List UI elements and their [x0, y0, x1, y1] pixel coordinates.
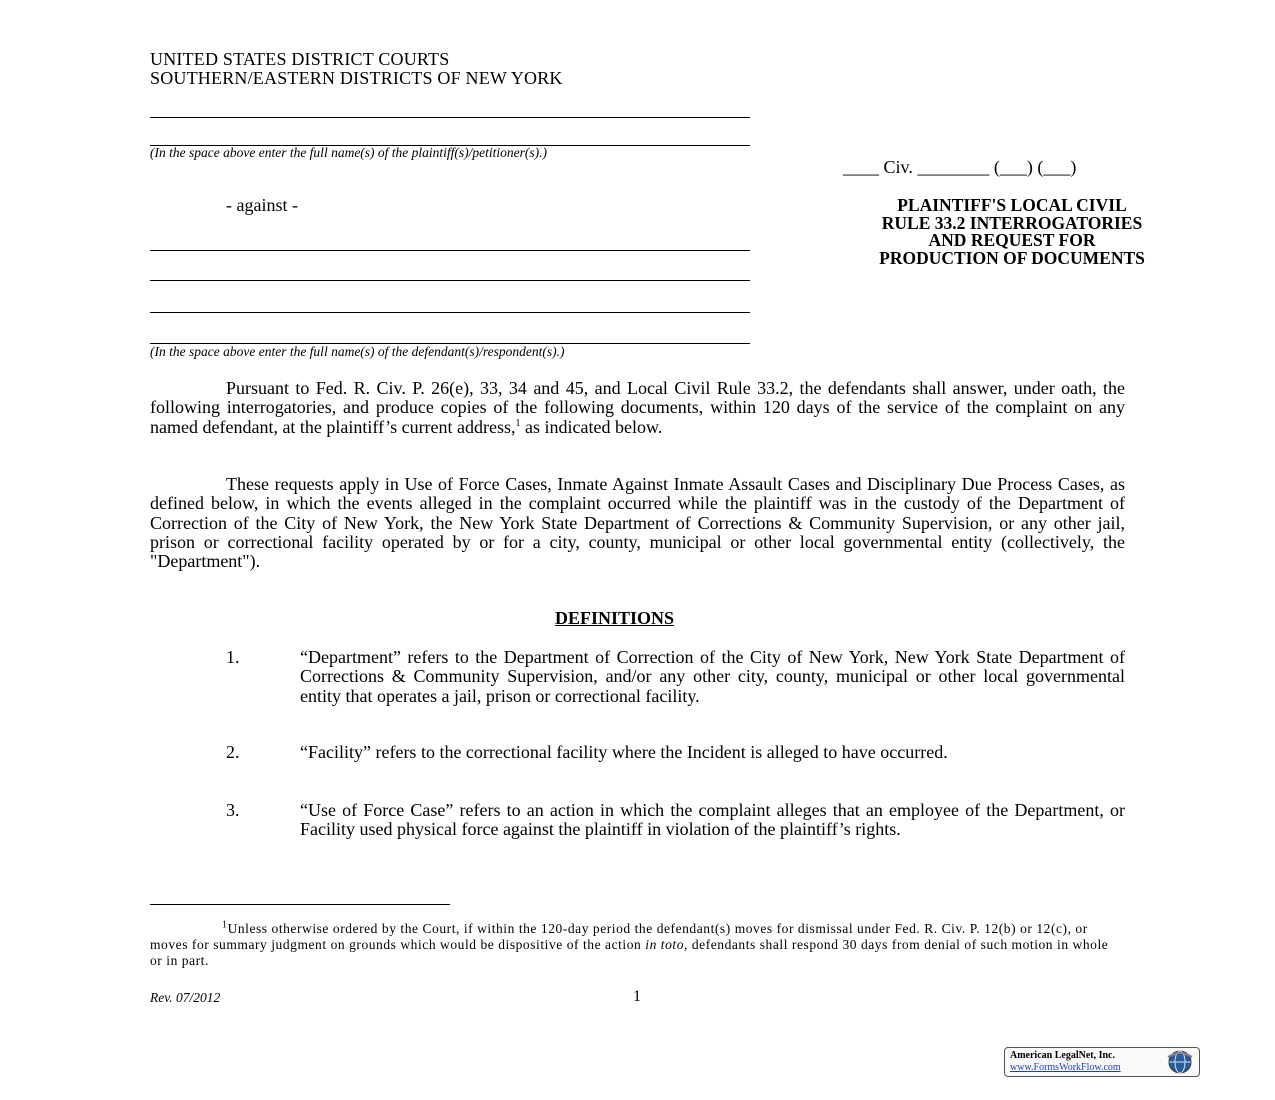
- definition-text: “Use of Force Case” refers to an action in which the complaint alleges that an employee of the Department, or Facility used physical force against the plaintiff in violation of the plaintiff’s rights.: [300, 800, 1125, 840]
- definition-number: 3.: [226, 800, 240, 820]
- revision-date: Rev. 07/2012: [150, 990, 221, 1005]
- plaintiff-name-line[interactable]: [150, 117, 750, 118]
- intro-text-tail: as indicated below.: [520, 416, 663, 437]
- court-header: [150, 50, 563, 88]
- publisher-link[interactable]: www.FormsWorkFlow.com: [1010, 1062, 1121, 1073]
- title-line: RULE 33.2 INTERROGATORIES: [881, 212, 1143, 233]
- court-districts: SOUTHERN/EASTERN DISTRICTS OF NEW YORK: [150, 68, 563, 88]
- defendant-name-line[interactable]: [150, 250, 750, 251]
- footnote-text-tail: , defendants shall respond 30 days from denial of such motion in whole or in part.: [150, 937, 1109, 968]
- definition-text: “Facility” refers to the correctional facility where the Incident is alleged to have occurred.: [300, 742, 948, 762]
- civ-case-number[interactable]: ____ Civ. ________ (___) (___): [843, 157, 1077, 177]
- publisher-name: American LegalNet, Inc.: [1010, 1050, 1115, 1061]
- page-number: 1: [633, 988, 641, 1005]
- footnote-reference: 1: [515, 417, 521, 429]
- title-line: PLAINTIFF'S LOCAL CIVIL: [897, 195, 1127, 215]
- defendant-hint: (In the space above enter the full name(s) of the defendant(s)/respondent(s).): [150, 344, 565, 359]
- title-line: AND REQUEST FOR: [928, 230, 1096, 250]
- court-name: UNITED STATES DISTRICT COURTS: [150, 49, 450, 69]
- globe-icon: [1165, 1049, 1195, 1080]
- footnote-mark: 1: [222, 919, 228, 931]
- scope-paragraph: These requests apply in Use of Force Cases, Inmate Against Inmate Assault Cases and Disciplinary Due Process Cases, as defined below, in which the events alleged in the complaint occurred while the plaintiff was in the custody of the Department of Correction of the City of New York, the New York State Department of Corrections & Community Supervision, or any other jail, prison or correctional facility operated by or for a city, county, municipal or other local governmental entity (collectively, the "Department").: [150, 474, 1125, 572]
- plaintiff-hint: (In the space above enter the full name(s) of the plaintiff(s)/petitioner(s).): [150, 145, 548, 160]
- footnote-separator: [150, 904, 450, 905]
- definition-number: 1.: [226, 647, 240, 667]
- defendant-name-line[interactable]: [150, 280, 750, 281]
- footnote: [150, 921, 1110, 969]
- title-line: PRODUCTION OF DOCUMENTS: [879, 247, 1145, 268]
- definitions-heading: DEFINITIONS: [555, 608, 675, 628]
- definition-text: “Department” refers to the Department of Correction of the City of New York, New York State Department of Corrections & Community Supervision, and/or any other city, county, municipal or other local governmental entity that operates a jail, prison or correctional facility.: [300, 647, 1125, 706]
- document-title: [812, 197, 1212, 267]
- intro-paragraph: [150, 379, 1125, 437]
- against-label: - against -: [226, 195, 298, 215]
- intro-text: Pursuant to Fed. R. Civ. P. 26(e), 33, 34 and 45, and Local Civil Rule 33.2, the defendants shall answer, under oath, the following interrogatories, and produce copies of the following documents, within 120 days of the service of the complaint on any named defendant, at the plaintiff’s current address,: [150, 378, 1125, 437]
- footnote-text: Unless otherwise ordered by the Court, if within the 120-day period the defendant(s) moves for dismissal under Fed. R. Civ. P. 12(b) or 12(c), or moves for summary judgment on grounds which would be dispositive of the action: [150, 921, 1088, 952]
- footnote-italic: in toto: [645, 937, 684, 952]
- defendant-name-line[interactable]: [150, 312, 750, 313]
- definition-number: 2.: [226, 742, 240, 762]
